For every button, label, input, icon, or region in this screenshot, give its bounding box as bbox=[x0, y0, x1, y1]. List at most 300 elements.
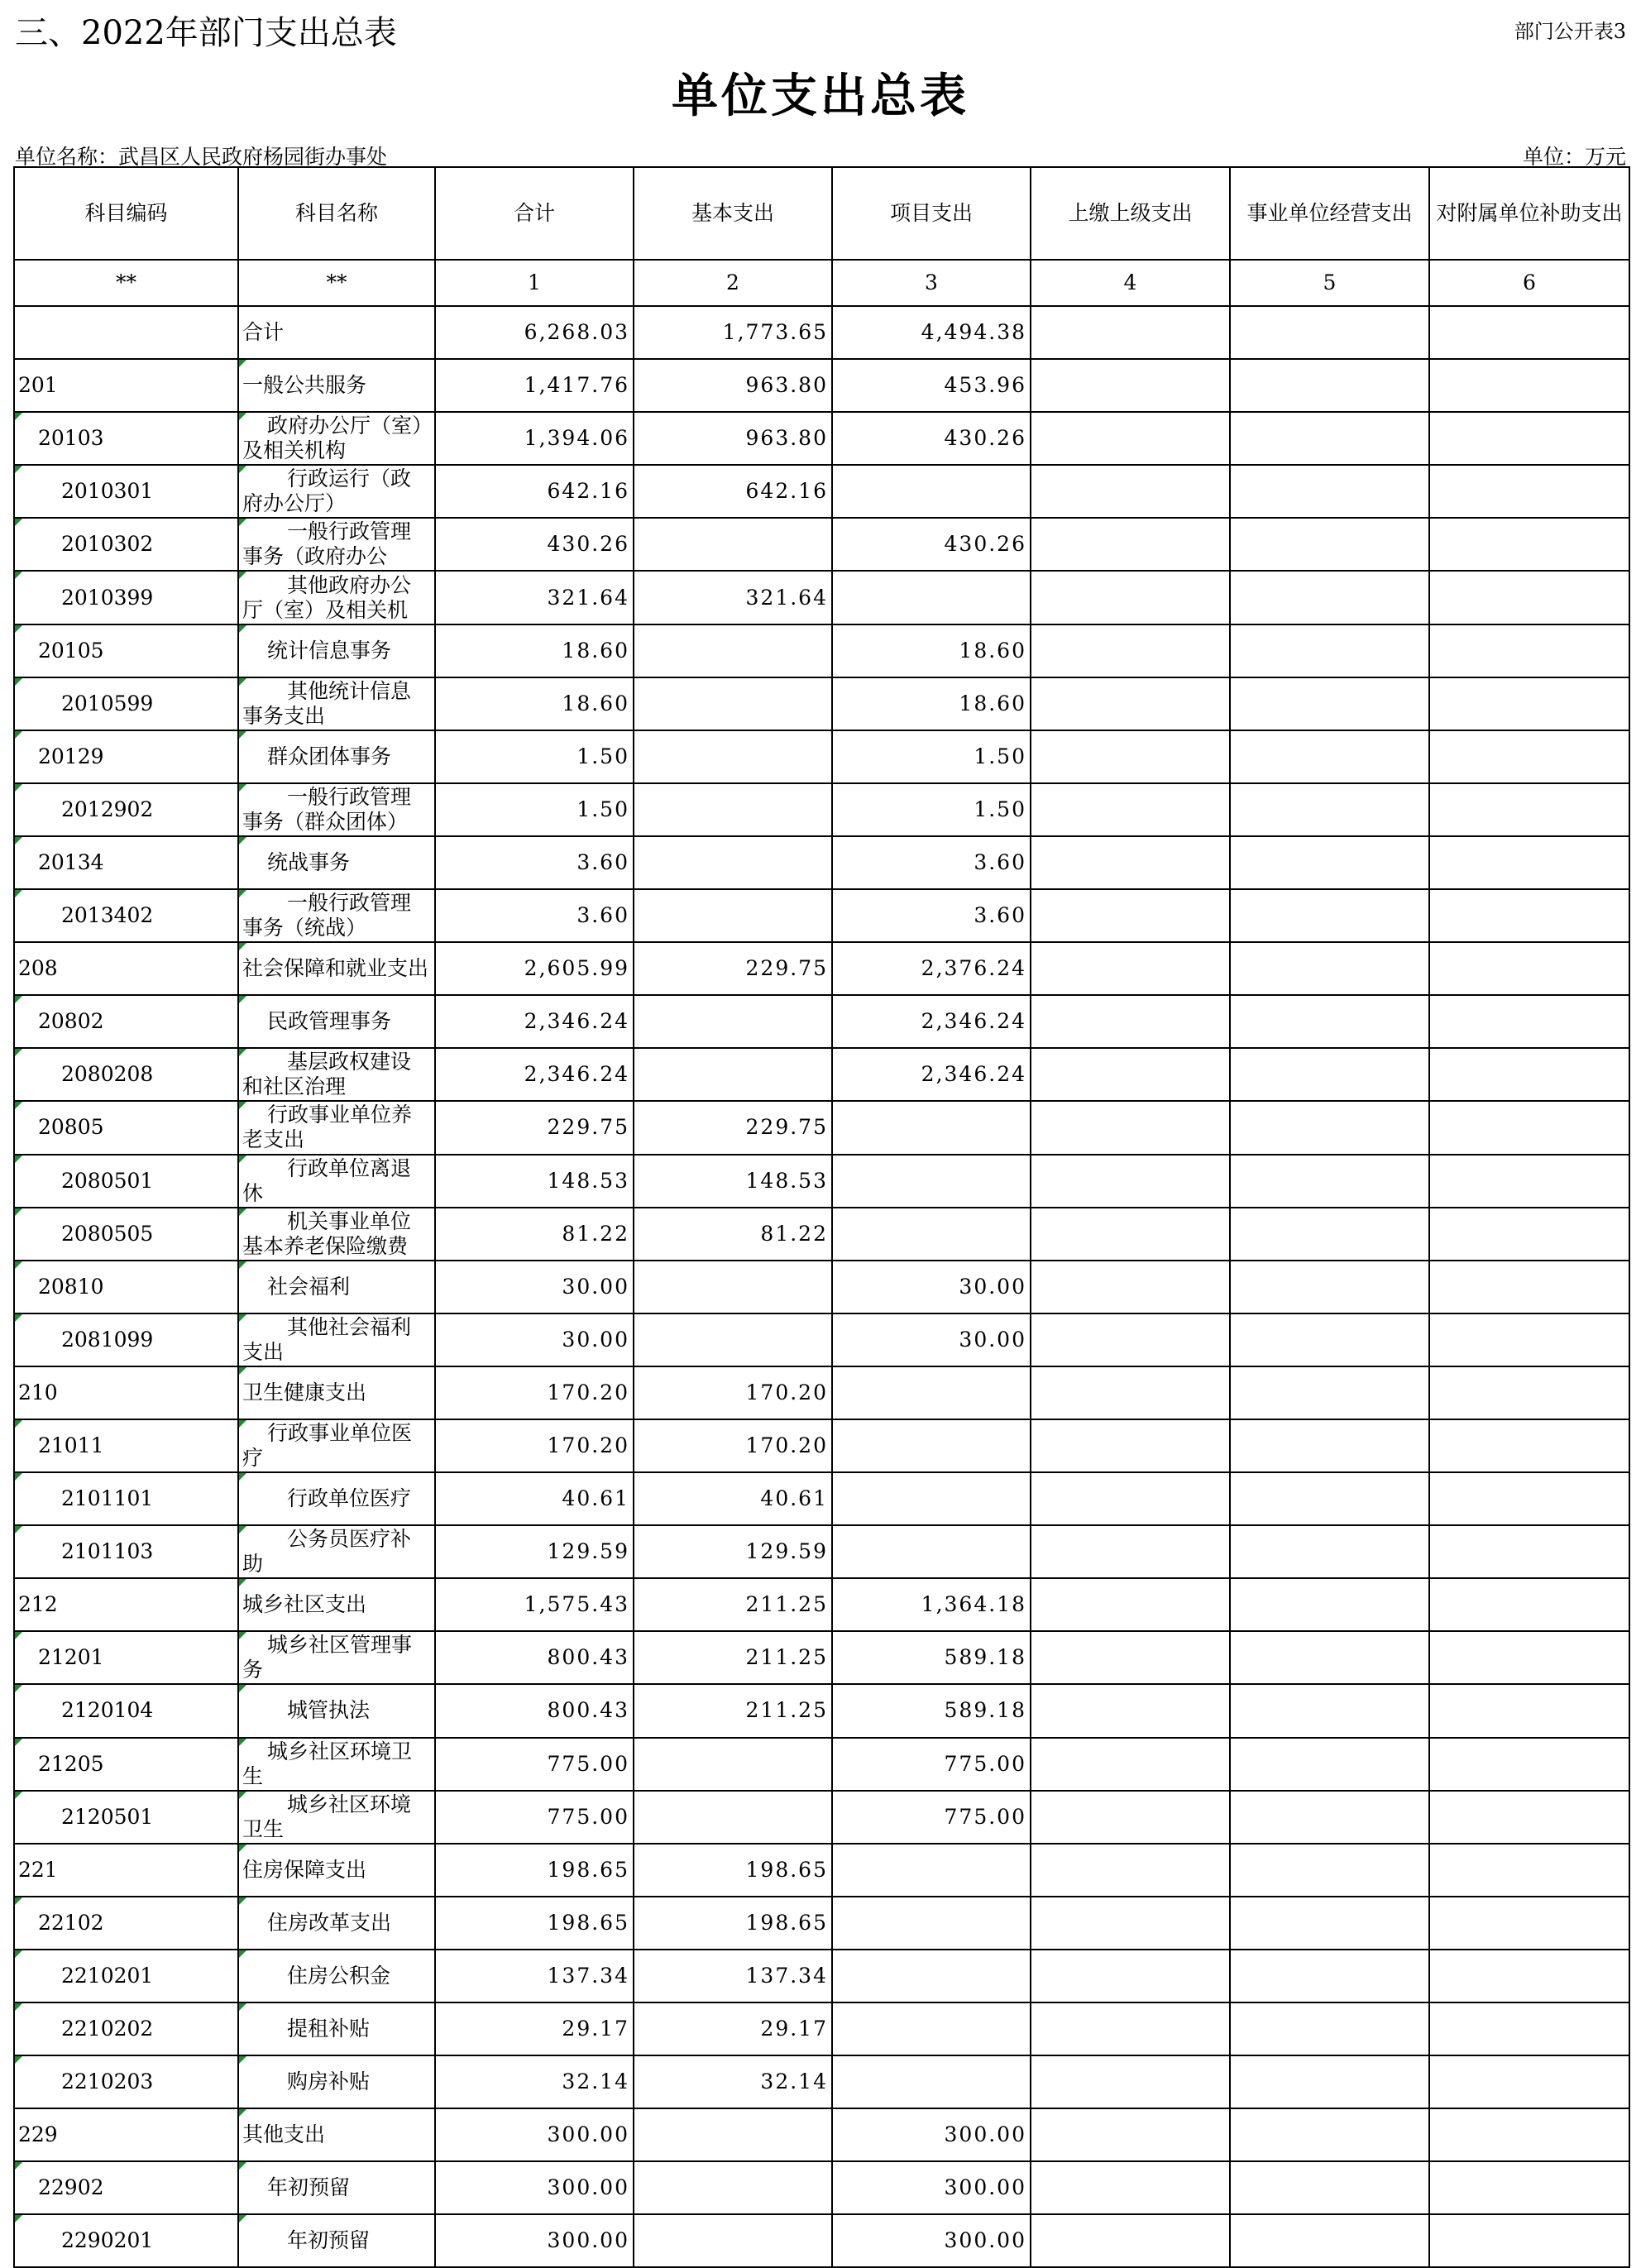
code-cell bbox=[14, 995, 238, 1048]
total-cell: 775.00 bbox=[435, 1791, 634, 1844]
basic-cell bbox=[634, 518, 832, 571]
table-row bbox=[14, 2055, 1629, 2108]
basic-cell: 963.80 bbox=[634, 359, 832, 412]
business-cell bbox=[1230, 1261, 1429, 1313]
project-cell bbox=[832, 2055, 1031, 2108]
subsidy-cell bbox=[1429, 1261, 1629, 1313]
name-cell bbox=[238, 465, 435, 518]
subject-name: 其他政府办公厅（室）及相关机 bbox=[242, 572, 412, 622]
name-cell bbox=[238, 1366, 435, 1419]
basic-cell bbox=[634, 995, 832, 1048]
table-row bbox=[14, 1631, 1629, 1684]
subject-name: 其他支出 bbox=[242, 2122, 326, 2147]
subsidy-cell bbox=[1429, 518, 1629, 571]
cell-marker-icon bbox=[15, 1208, 22, 1216]
project-cell: 775.00 bbox=[832, 1791, 1031, 1844]
upper-cell bbox=[1031, 730, 1230, 783]
upper-cell bbox=[1031, 995, 1230, 1048]
subject-code: 22902 bbox=[38, 2175, 104, 2200]
basic-cell: 29.17 bbox=[634, 2002, 832, 2055]
subject-name: 提租补贴 bbox=[287, 2017, 371, 2041]
subject-name: 行政运行（政府办公厅） bbox=[242, 467, 412, 516]
code-cell bbox=[14, 1525, 238, 1578]
cell-marker-icon bbox=[239, 413, 246, 420]
upper-cell bbox=[1031, 412, 1230, 465]
name-cell bbox=[238, 783, 435, 836]
upper-cell bbox=[1031, 1578, 1230, 1631]
project-cell bbox=[832, 465, 1031, 518]
cell-marker-icon bbox=[15, 2215, 22, 2223]
cell-marker-icon bbox=[15, 1739, 22, 1746]
subject-name: 购房补贴 bbox=[287, 2069, 371, 2094]
column-index: 4 bbox=[1031, 260, 1230, 306]
business-cell bbox=[1230, 1897, 1429, 1950]
subject-code: 2101101 bbox=[61, 1486, 154, 1511]
code-cell bbox=[14, 1048, 238, 1101]
cell-marker-icon bbox=[15, 1156, 22, 1163]
upper-cell bbox=[1031, 1419, 1230, 1472]
code-cell bbox=[14, 2161, 238, 2214]
cell-marker-icon bbox=[239, 2162, 246, 2170]
project-cell bbox=[832, 571, 1031, 624]
project-cell: 775.00 bbox=[832, 1738, 1031, 1791]
project-cell: 4,494.38 bbox=[832, 306, 1031, 359]
table-row bbox=[14, 1738, 1629, 1791]
subject-name: 其他统计信息事务支出 bbox=[242, 678, 412, 728]
code-cell bbox=[14, 889, 238, 942]
subject-code: 229 bbox=[18, 2122, 58, 2147]
subject-code: 2013402 bbox=[61, 903, 154, 928]
subsidy-cell bbox=[1429, 1738, 1629, 1791]
header-row bbox=[14, 167, 1629, 260]
cell-marker-icon bbox=[239, 1685, 246, 1692]
name-cell bbox=[238, 1419, 435, 1472]
code-cell bbox=[14, 1366, 238, 1419]
table-row bbox=[14, 1366, 1629, 1419]
project-cell: 430.26 bbox=[832, 412, 1031, 465]
subject-code: 212 bbox=[18, 1592, 58, 1617]
name-cell bbox=[238, 730, 435, 783]
cell-marker-icon bbox=[239, 784, 246, 792]
total-cell: 81.22 bbox=[435, 1208, 634, 1261]
page-title: 单位支出总表 bbox=[672, 69, 969, 123]
name-cell bbox=[238, 1048, 435, 1101]
name-cell bbox=[238, 306, 435, 359]
cell-marker-icon bbox=[15, 413, 22, 420]
total-cell: 1,575.43 bbox=[435, 1578, 634, 1631]
basic-cell bbox=[634, 2108, 832, 2161]
code-cell bbox=[14, 1897, 238, 1950]
basic-cell: 40.61 bbox=[634, 1472, 832, 1525]
column-header: 对附属单位补助支出 bbox=[1429, 167, 1629, 260]
upper-cell bbox=[1031, 1897, 1230, 1950]
subject-code: 20103 bbox=[38, 426, 104, 451]
subject-code: 2080501 bbox=[61, 1168, 154, 1193]
subsidy-cell bbox=[1429, 995, 1629, 1048]
total-cell: 1,417.76 bbox=[435, 359, 634, 412]
cell-marker-icon bbox=[239, 1156, 246, 1163]
name-cell bbox=[238, 1472, 435, 1525]
subsidy-cell bbox=[1429, 1313, 1629, 1366]
business-cell bbox=[1230, 1101, 1429, 1154]
name-cell bbox=[238, 359, 435, 412]
cell-marker-icon bbox=[15, 784, 22, 792]
basic-cell bbox=[634, 1791, 832, 1844]
business-cell bbox=[1230, 2161, 1429, 2214]
upper-cell bbox=[1031, 2002, 1230, 2055]
upper-cell bbox=[1031, 942, 1230, 995]
business-cell bbox=[1230, 1419, 1429, 1472]
subject-name: 行政事业单位医疗 bbox=[242, 1421, 413, 1471]
business-cell bbox=[1230, 1738, 1429, 1791]
cell-marker-icon bbox=[15, 2162, 22, 2170]
table-row bbox=[14, 1791, 1629, 1844]
cell-marker-icon bbox=[239, 1420, 246, 1428]
cell-marker-icon bbox=[15, 1420, 22, 1428]
name-cell bbox=[238, 1578, 435, 1631]
subsidy-cell bbox=[1429, 1048, 1629, 1101]
basic-cell: 229.75 bbox=[634, 942, 832, 995]
total-cell: 18.60 bbox=[435, 624, 634, 677]
business-cell bbox=[1230, 465, 1429, 518]
project-cell bbox=[832, 1472, 1031, 1525]
business-cell bbox=[1230, 624, 1429, 677]
subject-code: 208 bbox=[18, 956, 58, 981]
business-cell bbox=[1230, 783, 1429, 836]
business-cell bbox=[1230, 1313, 1429, 1366]
code-cell bbox=[14, 1631, 238, 1684]
table-row bbox=[14, 1897, 1629, 1950]
section-title: 三、2022年部门支出总表 bbox=[15, 14, 397, 52]
subject-code: 2120104 bbox=[61, 1698, 154, 1723]
subsidy-cell bbox=[1429, 306, 1629, 359]
upper-cell bbox=[1031, 1155, 1230, 1208]
basic-cell bbox=[634, 1313, 832, 1366]
business-cell bbox=[1230, 571, 1429, 624]
subject-code: 2012902 bbox=[61, 797, 154, 821]
total-cell: 40.61 bbox=[435, 1472, 634, 1525]
project-cell: 1,364.18 bbox=[832, 1578, 1031, 1631]
column-index: ** bbox=[238, 260, 435, 306]
name-cell bbox=[238, 1950, 435, 2002]
basic-cell: 170.20 bbox=[634, 1419, 832, 1472]
project-cell: 430.26 bbox=[832, 518, 1031, 571]
code-cell bbox=[14, 624, 238, 677]
cell-marker-icon bbox=[239, 2003, 246, 2011]
cell-marker-icon bbox=[15, 1632, 22, 1639]
subject-name: 一般行政管理事务（群众团体） bbox=[242, 784, 412, 834]
basic-cell: 198.65 bbox=[634, 1897, 832, 1950]
upper-cell bbox=[1031, 2161, 1230, 2214]
subject-name: 城管执法 bbox=[287, 1698, 371, 1723]
cell-marker-icon bbox=[15, 837, 22, 845]
total-cell: 129.59 bbox=[435, 1525, 634, 1578]
name-cell bbox=[238, 889, 435, 942]
code-cell bbox=[14, 677, 238, 730]
total-cell: 30.00 bbox=[435, 1313, 634, 1366]
total-cell: 137.34 bbox=[435, 1950, 634, 2002]
subsidy-cell bbox=[1429, 2055, 1629, 2108]
cell-marker-icon bbox=[15, 1897, 22, 1905]
total-cell: 198.65 bbox=[435, 1844, 634, 1897]
cell-marker-icon bbox=[15, 466, 22, 473]
cell-marker-icon bbox=[239, 1579, 246, 1586]
table-row bbox=[14, 2108, 1629, 2161]
project-cell: 589.18 bbox=[832, 1684, 1031, 1737]
total-cell: 29.17 bbox=[435, 2002, 634, 2055]
basic-cell bbox=[634, 2161, 832, 2214]
upper-cell bbox=[1031, 1048, 1230, 1101]
cell-marker-icon bbox=[15, 1526, 22, 1534]
upper-cell bbox=[1031, 1738, 1230, 1791]
cell-marker-icon bbox=[15, 996, 22, 1003]
name-cell bbox=[238, 1261, 435, 1313]
name-cell bbox=[238, 518, 435, 571]
upper-cell bbox=[1031, 1684, 1230, 1737]
code-cell bbox=[14, 465, 238, 518]
subject-code: 2081099 bbox=[61, 1327, 154, 1352]
subject-name: 城乡社区支出 bbox=[242, 1592, 367, 1617]
cell-marker-icon bbox=[239, 1526, 246, 1534]
total-cell: 18.60 bbox=[435, 677, 634, 730]
cell-marker-icon bbox=[239, 1049, 246, 1056]
table-row bbox=[14, 1578, 1629, 1631]
subject-name: 行政事业单位养老支出 bbox=[242, 1103, 413, 1152]
code-cell bbox=[14, 836, 238, 889]
subject-code: 20805 bbox=[38, 1115, 104, 1140]
upper-cell bbox=[1031, 677, 1230, 730]
project-cell bbox=[832, 2002, 1031, 2055]
code-cell bbox=[14, 306, 238, 359]
upper-cell bbox=[1031, 1631, 1230, 1684]
column-header: 基本支出 bbox=[634, 167, 832, 260]
cell-marker-icon bbox=[239, 360, 246, 367]
total-cell: 6,268.03 bbox=[435, 306, 634, 359]
business-cell bbox=[1230, 1631, 1429, 1684]
upper-cell bbox=[1031, 2055, 1230, 2108]
table-row bbox=[14, 2161, 1629, 2214]
code-cell bbox=[14, 2108, 238, 2161]
column-header: 上缴上级支出 bbox=[1031, 167, 1230, 260]
business-cell bbox=[1230, 1472, 1429, 1525]
subsidy-cell bbox=[1429, 1208, 1629, 1261]
code-cell bbox=[14, 1578, 238, 1631]
table-row bbox=[14, 1261, 1629, 1313]
subject-name: 机关事业单位基本养老保险缴费 bbox=[242, 1208, 412, 1258]
name-cell bbox=[238, 1897, 435, 1950]
project-cell: 1.50 bbox=[832, 783, 1031, 836]
subject-name: 统战事务 bbox=[267, 849, 351, 874]
upper-cell bbox=[1031, 2214, 1230, 2267]
business-cell bbox=[1230, 995, 1429, 1048]
project-cell: 300.00 bbox=[832, 2161, 1031, 2214]
upper-cell bbox=[1031, 1950, 1230, 2002]
cell-marker-icon bbox=[15, 1314, 22, 1322]
basic-cell: 137.34 bbox=[634, 1950, 832, 2002]
cell-marker-icon bbox=[15, 1261, 22, 1269]
business-cell bbox=[1230, 677, 1429, 730]
name-cell bbox=[238, 1791, 435, 1844]
name-cell bbox=[238, 624, 435, 677]
subject-code: 20129 bbox=[38, 744, 104, 768]
cell-marker-icon bbox=[15, 678, 22, 686]
table-body bbox=[14, 306, 1629, 2267]
total-cell: 3.60 bbox=[435, 889, 634, 942]
subsidy-cell bbox=[1429, 412, 1629, 465]
code-cell bbox=[14, 1472, 238, 1525]
upper-cell bbox=[1031, 624, 1230, 677]
code-cell bbox=[14, 1155, 238, 1208]
subsidy-cell bbox=[1429, 571, 1629, 624]
subsidy-cell bbox=[1429, 1684, 1629, 1737]
basic-cell bbox=[634, 1738, 832, 1791]
subsidy-cell bbox=[1429, 624, 1629, 677]
cell-marker-icon bbox=[239, 1367, 246, 1375]
code-cell bbox=[14, 518, 238, 571]
project-cell: 3.60 bbox=[832, 889, 1031, 942]
total-cell: 430.26 bbox=[435, 518, 634, 571]
table-row bbox=[14, 518, 1629, 571]
total-cell: 642.16 bbox=[435, 465, 634, 518]
total-cell: 3.60 bbox=[435, 836, 634, 889]
upper-cell bbox=[1031, 836, 1230, 889]
table-row bbox=[14, 571, 1629, 624]
project-cell bbox=[832, 1844, 1031, 1897]
business-cell bbox=[1230, 1048, 1429, 1101]
name-cell bbox=[238, 2161, 435, 2214]
subsidy-cell bbox=[1429, 1578, 1629, 1631]
table-row bbox=[14, 942, 1629, 995]
code-cell bbox=[14, 2214, 238, 2267]
subsidy-cell bbox=[1429, 2002, 1629, 2055]
cell-marker-icon bbox=[239, 1314, 246, 1322]
code-cell bbox=[14, 1738, 238, 1791]
subject-name: 城乡社区环境卫生 bbox=[242, 1739, 413, 1788]
total-cell: 775.00 bbox=[435, 1738, 634, 1791]
subject-code: 2101103 bbox=[61, 1539, 154, 1564]
subject-code: 2080208 bbox=[61, 1062, 154, 1087]
project-cell: 453.96 bbox=[832, 359, 1031, 412]
business-cell bbox=[1230, 1950, 1429, 2002]
project-cell bbox=[832, 1101, 1031, 1154]
upper-cell bbox=[1031, 306, 1230, 359]
upper-cell bbox=[1031, 889, 1230, 942]
subject-name: 社会福利 bbox=[267, 1274, 351, 1299]
cell-marker-icon bbox=[239, 943, 246, 950]
code-cell bbox=[14, 359, 238, 412]
code-cell bbox=[14, 1313, 238, 1366]
upper-cell bbox=[1031, 518, 1230, 571]
subject-code: 21011 bbox=[38, 1433, 104, 1458]
name-cell bbox=[238, 571, 435, 624]
table-row bbox=[14, 1684, 1629, 1737]
business-cell bbox=[1230, 2055, 1429, 2108]
subsidy-cell bbox=[1429, 1155, 1629, 1208]
cell-marker-icon bbox=[15, 1102, 22, 1109]
subject-name: 政府办公厅（室）及相关机构 bbox=[242, 414, 423, 463]
table-row bbox=[14, 2002, 1629, 2055]
unit-name: 单位名称：武昌区人民政府杨园街办事处 bbox=[15, 145, 388, 169]
basic-cell bbox=[634, 836, 832, 889]
project-cell: 300.00 bbox=[832, 2214, 1031, 2267]
cell-marker-icon bbox=[239, 1473, 246, 1481]
project-cell: 18.60 bbox=[832, 677, 1031, 730]
subsidy-cell bbox=[1429, 1525, 1629, 1578]
basic-cell bbox=[634, 730, 832, 783]
code-cell bbox=[14, 412, 238, 465]
total-cell: 148.53 bbox=[435, 1155, 634, 1208]
subject-code: 21205 bbox=[38, 1751, 104, 1776]
table-row bbox=[14, 1472, 1629, 1525]
name-cell bbox=[238, 1684, 435, 1737]
project-cell: 2,346.24 bbox=[832, 1048, 1031, 1101]
subsidy-cell bbox=[1429, 783, 1629, 836]
business-cell bbox=[1230, 1844, 1429, 1897]
upper-cell bbox=[1031, 571, 1230, 624]
business-cell bbox=[1230, 2214, 1429, 2267]
subject-name: 年初预留 bbox=[267, 2175, 351, 2200]
total-cell: 2,605.99 bbox=[435, 942, 634, 995]
cell-marker-icon bbox=[239, 572, 246, 579]
total-cell: 32.14 bbox=[435, 2055, 634, 2108]
subsidy-cell bbox=[1429, 1950, 1629, 2002]
code-cell bbox=[14, 1261, 238, 1313]
table-row bbox=[14, 359, 1629, 412]
table-row bbox=[14, 1208, 1629, 1261]
basic-cell bbox=[634, 1048, 832, 1101]
table-row bbox=[14, 995, 1629, 1048]
business-cell bbox=[1230, 359, 1429, 412]
subject-name: 年初预留 bbox=[287, 2228, 371, 2253]
business-cell bbox=[1230, 1155, 1429, 1208]
subject-name: 群众团体事务 bbox=[267, 744, 392, 768]
name-cell bbox=[238, 2214, 435, 2267]
basic-cell: 211.25 bbox=[634, 1631, 832, 1684]
upper-cell bbox=[1031, 2108, 1230, 2161]
cell-marker-icon bbox=[15, 1792, 22, 1799]
basic-cell bbox=[634, 677, 832, 730]
code-cell bbox=[14, 2055, 238, 2108]
cell-marker-icon bbox=[239, 1792, 246, 1799]
name-cell bbox=[238, 1525, 435, 1578]
basic-cell bbox=[634, 1261, 832, 1313]
upper-cell bbox=[1031, 1313, 1230, 1366]
subject-name: 住房公积金 bbox=[287, 1963, 391, 1988]
subject-code: 201 bbox=[18, 373, 58, 398]
basic-cell: 642.16 bbox=[634, 465, 832, 518]
code-cell bbox=[14, 1684, 238, 1737]
name-cell bbox=[238, 1313, 435, 1366]
project-cell bbox=[832, 1208, 1031, 1261]
project-cell bbox=[832, 1419, 1031, 1472]
column-header: 事业单位经营支出 bbox=[1230, 167, 1429, 260]
subsidy-cell bbox=[1429, 465, 1629, 518]
subsidy-cell bbox=[1429, 2108, 1629, 2161]
business-cell bbox=[1230, 889, 1429, 942]
code-cell bbox=[14, 571, 238, 624]
subject-name: 其他社会福利支出 bbox=[242, 1314, 412, 1364]
table-row bbox=[14, 1950, 1629, 2002]
cell-marker-icon bbox=[239, 1102, 246, 1109]
table-row bbox=[14, 1048, 1629, 1101]
subject-name: 城乡社区环境卫生 bbox=[242, 1792, 412, 1841]
basic-cell: 81.22 bbox=[634, 1208, 832, 1261]
business-cell bbox=[1230, 306, 1429, 359]
table-row bbox=[14, 412, 1629, 465]
upper-cell bbox=[1031, 1261, 1230, 1313]
business-cell bbox=[1230, 412, 1429, 465]
project-cell bbox=[832, 1525, 1031, 1578]
